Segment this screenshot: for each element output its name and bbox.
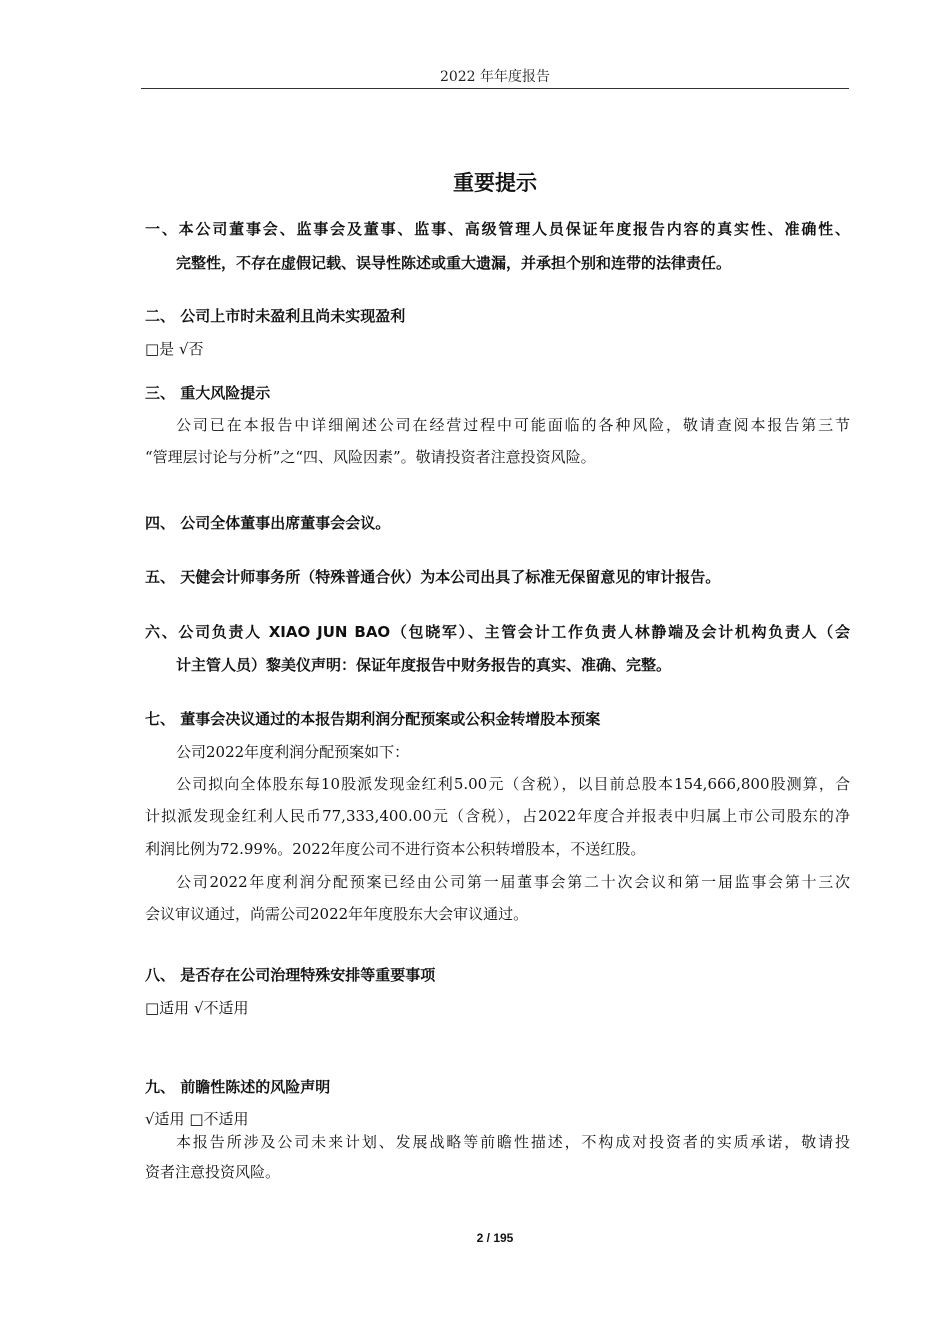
section-8-heading: 八、 是否存在公司治理特殊安排等重要事项	[145, 966, 436, 984]
section-7-para-3-line-2: 会议审议通过，尚需公司2022年年度股东大会审议通过。	[145, 905, 529, 923]
section-9-line-1: 本报告所涉及公司未来计划、发展战略等前瞻性描述，不构成对投资者的实质承诺，敬请投	[176, 1133, 850, 1151]
section-3-line-1: 公司已在本报告中详细阐述公司在经营过程中可能面临的各种风险，敬请查阅本报告第三节	[176, 416, 850, 434]
section-5-heading: 五、 天健会计师事务所（特殊普通合伙）为本公司出具了标准无保留意见的审计报告。	[145, 568, 721, 586]
section-1-line-1: 一、本公司董事会、监事会及董事、监事、高级管理人员保证年度报告内容的真实性、准确性、	[145, 220, 850, 238]
section-3-heading: 三、 重大风险提示	[145, 384, 271, 402]
header-divider	[141, 88, 849, 89]
section-9-heading: 九、 前瞻性陈述的风险声明	[145, 1078, 331, 1096]
section-7-para-2-line-3: 利润比例为72.99%。2022年度公司不进行资本公积转增股本，不送红股。	[145, 840, 646, 858]
section-9-line-2: 资者注意投资风险。	[145, 1163, 281, 1181]
section-9-options: √适用 □不适用	[145, 1110, 249, 1128]
section-1-line-2: 完整性，不存在虚假记载、误导性陈述或重大遗漏，并承担个别和连带的法律责任。	[176, 254, 732, 272]
page-number: 2 / 195	[476, 1231, 514, 1245]
section-3-line-2: “管理层讨论与分析”之“四、风险因素”。敬请投资者注意投资风险。	[145, 448, 596, 466]
section-4-heading: 四、 公司全体董事出席董事会会议。	[145, 514, 391, 532]
section-7-para-3-line-1: 公司2022年度利润分配预案已经由公司第一届董事会第二十次会议和第一届监事会第十三次	[176, 873, 850, 891]
section-6-line-2: 计主管人员）黎美仪声明：保证年度报告中财务报告的真实、准确、完整。	[176, 656, 672, 674]
page-title: 重要提示	[453, 171, 537, 195]
page-header: 2022 年年度报告	[439, 69, 551, 85]
section-8-options: □适用 √不适用	[145, 999, 249, 1017]
section-2-heading: 二、 公司上市时未盈利且尚未实现盈利	[145, 307, 406, 325]
section-7-para-2-line-2: 计拟派发现金红利人民币77,333,400.00元（含税），占2022年度合并报表中归属上市公司股东的净	[145, 807, 850, 825]
section-7-heading: 七、 董事会决议通过的本报告期利润分配预案或公积金转增股本预案	[145, 710, 601, 728]
section-7-para-1: 公司2022年度利润分配预案如下：	[176, 743, 410, 761]
section-7-para-2-line-1: 公司拟向全体股东每10股派发现金红利5.00元（含税），以目前总股本154,666,800股测算，合	[176, 775, 850, 793]
section-2-options: □是 √否	[145, 340, 204, 358]
section-6-line-1: 六、公司负责人 XIAO JUN BAO（包晓军）、主管会计工作负责人林静端及会计机构负责人（会	[145, 623, 850, 641]
